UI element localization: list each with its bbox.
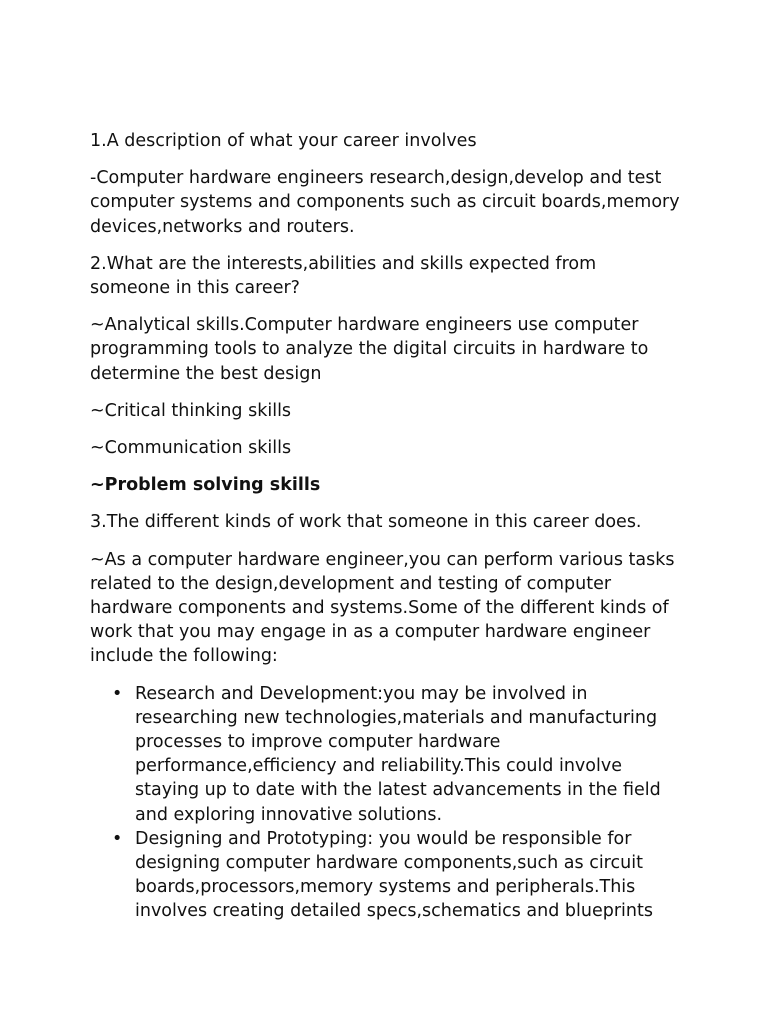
bullet-icon: • — [112, 828, 123, 849]
skill-problem-solving: ~Problem solving skills — [90, 475, 321, 496]
section3-intro: ~As a computer hardware engineer,you can perform various tasks related to the design,development and testing of computer hardware components and systems.Some of the different kinds of work that you may engage in as a computer hardware engineer include the following: — [90, 549, 675, 667]
skill-communication: ~Communication skills — [90, 438, 292, 459]
section3-heading: 3.The different kinds of work that someone in this career does. — [90, 512, 642, 533]
list-item-text: Research and Development:you may be involved in researching new technologies,materials and manufacturing processes to improve computer hardware performance,efficiency and reliability.This could involve staying up to date with the latest advancements in the field and exploring innovative solutions. — [135, 683, 661, 825]
section1-text: -Computer hardware engineers research,design,develop and test computer systems and components such as circuit boards,memory devices,networks and routers. — [90, 168, 680, 237]
document-body — [90, 129, 680, 924]
list-item-text: Designing and Prototyping: you would be responsible for designing computer hardware components,such as circuit boards,processors,memory systems and peripherals.This involves creating detailed specs,schematics and blueprints — [135, 828, 653, 922]
list-item — [90, 682, 680, 827]
list-item — [90, 827, 680, 924]
work-kinds-list — [90, 682, 680, 924]
section1-heading: 1.A description of what your career involves — [90, 131, 477, 151]
bullet-icon: • — [112, 683, 123, 704]
skill-analytical: ~Analytical skills.Computer hardware engineers use computer programming tools to analyze the digital circuits in hardware to determine the best design — [90, 315, 649, 384]
section2-heading: 2.What are the interests,abilities and skills expected from someone in this career? — [90, 253, 597, 299]
skill-critical-thinking: ~Critical thinking skills — [90, 400, 292, 421]
